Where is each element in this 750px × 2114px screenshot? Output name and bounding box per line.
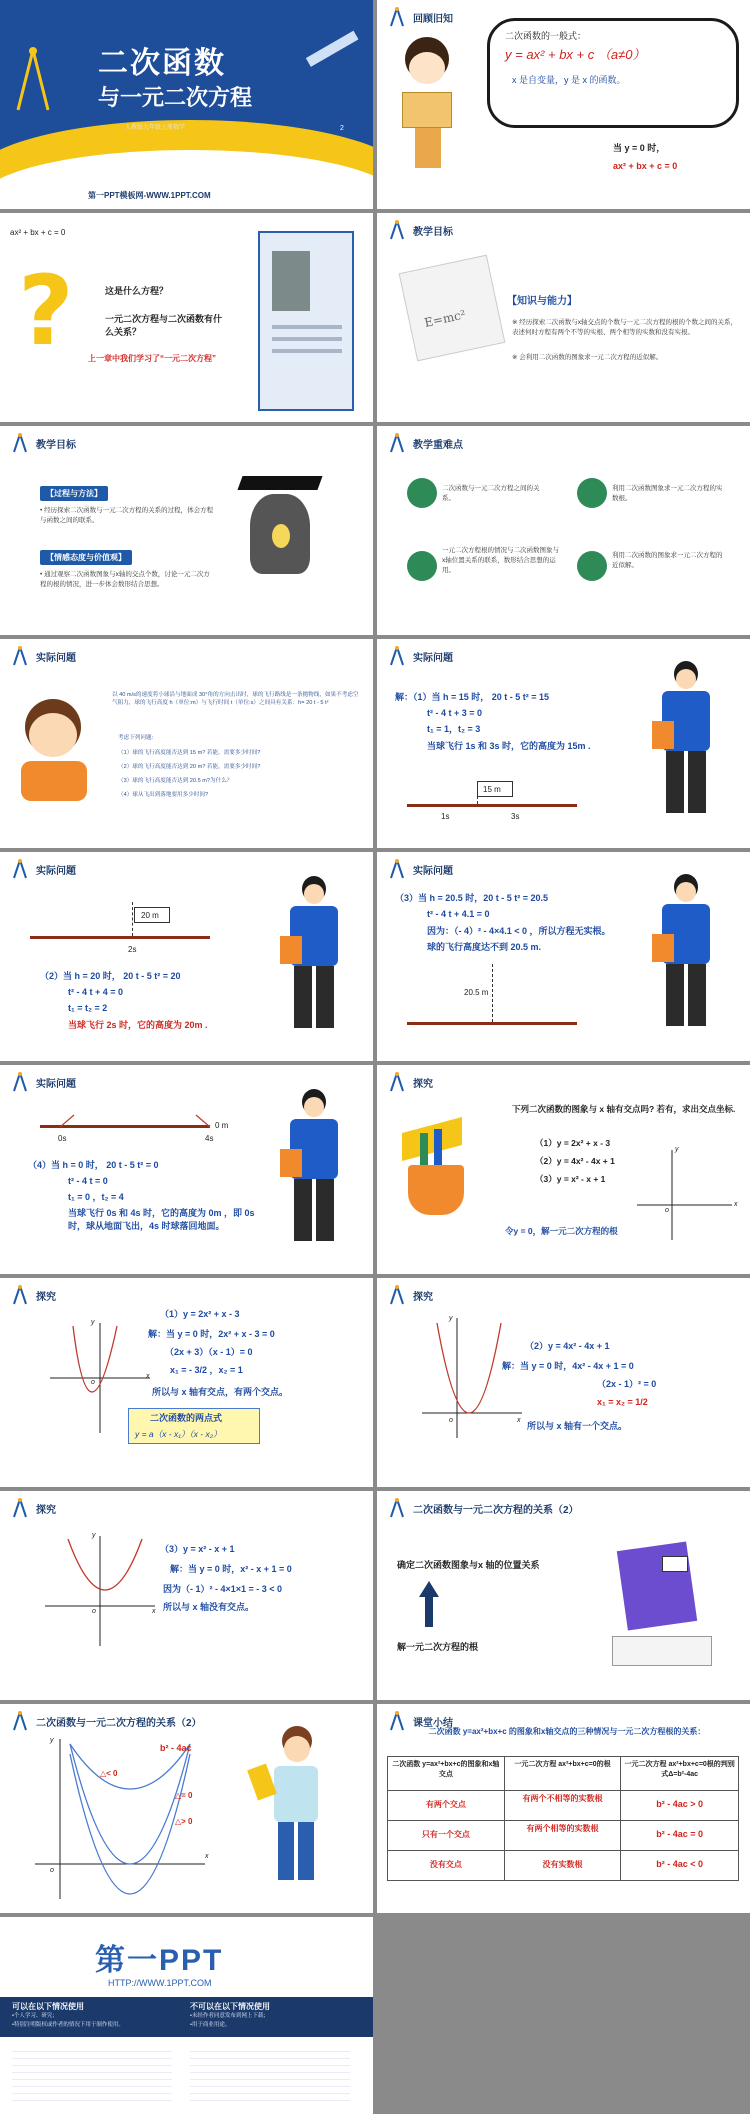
ground-line xyxy=(407,1022,577,1025)
header-title: 教学重难点 xyxy=(413,439,463,451)
solution-line-4: 所以与 x 轴有交点，有两个交点。 xyxy=(152,1387,289,1397)
time-label-b: 3s xyxy=(511,812,520,821)
table-header: 二次函数 y=ax²+bx+c的图象和x轴交点 xyxy=(388,1757,505,1791)
solution-line-4: 所以与 x 轴有一个交点。 xyxy=(527,1421,628,1431)
goal-bullet-process: • 经历探索二次函数与一元二次方程的关系的过程，体会方程与函数之间的联系。 xyxy=(40,507,214,524)
slide-review[interactable] xyxy=(377,0,750,209)
table-cell: 有两个交点 xyxy=(388,1791,505,1821)
solution-line-4: 当球飞行 2s 时，它的高度为 20m . xyxy=(68,1020,208,1030)
solution-line-4: 当球飞行 0s 和 4s 时，它的高度为 0m ，即 0s时，球从地面飞出，4s 时球落回地面。 xyxy=(68,1208,255,1232)
compass-logo-icon xyxy=(387,1284,407,1306)
relation-bottom-text: 解一元二次方程的根 xyxy=(397,1642,479,1652)
key-item-3: 一元二次方程根的情况与二次函数图象与x轴位置关系的联系，数形结合思想的运用。 xyxy=(442,547,559,574)
function-3: （3）y = x² - x + 1 xyxy=(535,1174,606,1184)
discriminant-positive: △> 0 xyxy=(175,1817,193,1826)
time-label-a: 0s xyxy=(58,1134,67,1143)
two-point-form-title: 二次函数的两点式 xyxy=(150,1413,223,1423)
compass-logo-icon xyxy=(10,432,30,454)
solution-line-1: 解：当 y = 0 时，4x² - 4x + 1 = 0 xyxy=(502,1361,634,1371)
header-title: 探究 xyxy=(36,1504,56,1516)
problem-q2: （2）球的飞行高度能否达到 20 m? 若能，需要多少时间? xyxy=(118,764,261,770)
globe-icon xyxy=(407,551,437,581)
question-1: 这是什么方程？ xyxy=(105,286,169,296)
header-title: 回顾旧知 xyxy=(413,13,453,25)
compass-logo-icon xyxy=(10,1710,30,1732)
cannot-use-2: •用于商业用途。 xyxy=(190,2022,231,2028)
function-2: （2）y = 4x² - 4x + 1 xyxy=(535,1156,615,1166)
compass-logo-icon xyxy=(10,858,30,880)
axis-y-label: y xyxy=(50,1737,54,1744)
slide-relation-1[interactable] xyxy=(377,1491,750,1700)
solution-line-2: （2x - 1）² = 0 xyxy=(597,1379,657,1389)
compass-logo-icon xyxy=(10,1284,30,1306)
slide-explore-4[interactable] xyxy=(0,1491,373,1700)
problem-consider: 考虑下列问题: xyxy=(118,735,154,741)
compass-icon xyxy=(8,45,58,115)
teacher-illustration xyxy=(280,1089,350,1249)
cover-site: 第一PPT模板网-WWW.1PPT.COM xyxy=(88,191,211,200)
parabola-graph xyxy=(417,1313,527,1443)
header-title: 实际问题 xyxy=(413,865,453,877)
general-formula: y = ax² + bx + c （a≠0） xyxy=(505,47,646,62)
header-title: 探究 xyxy=(413,1291,433,1303)
table-cell: b² - 4ac < 0 xyxy=(656,1859,704,1869)
slide-header xyxy=(387,219,453,241)
globe-icon xyxy=(577,478,607,508)
thinking-boy-illustration xyxy=(15,689,95,809)
explore-question: 下列二次函数的图象与 x 轴有交点吗? 若有，求出交点坐标. xyxy=(512,1104,736,1114)
solution-line-1: 解：当 y = 0 时，2x² + x - 3 = 0 xyxy=(148,1329,275,1339)
when-y-zero: 当 y = 0 时， xyxy=(613,143,666,153)
solution-line-4: 球的飞行高度达不到 20.5 m. xyxy=(427,942,542,952)
slide-header xyxy=(387,1497,579,1519)
cover-title-1: 二次函数 xyxy=(98,47,226,80)
compass-logo-icon xyxy=(387,858,407,880)
header-title: 课堂小结 xyxy=(413,1717,453,1729)
slide-practical-3[interactable] xyxy=(0,852,373,1061)
summary-title: 二次函数 y=ax²+bx+c 的图象和x轴交点的三种情况与一元二次方程根的关系： xyxy=(428,1727,706,1736)
book-stack-illustration xyxy=(612,1536,722,1676)
time-label-a: 1s xyxy=(441,812,450,821)
height-label: 20.5 m xyxy=(464,988,489,997)
can-use-1: •个人学习、研究； xyxy=(12,2013,58,2019)
slide-goal-2[interactable] xyxy=(0,426,373,635)
function-1: （1）y = 2x² + x - 3 xyxy=(535,1138,611,1148)
function-label: （2）y = 4x² - 4x + 1 xyxy=(525,1341,610,1351)
axis-origin-label: o xyxy=(665,1207,669,1214)
compass-logo-icon xyxy=(10,1071,30,1093)
problem-q4: （4）球从飞出到落地要用多少时间? xyxy=(118,792,209,798)
slide-summary[interactable] xyxy=(377,1704,750,1913)
slide-practical-5[interactable] xyxy=(0,1065,373,1274)
slide-goal-1[interactable] xyxy=(377,213,750,422)
header-title: 二次函数与一元二次方程的关系（2） xyxy=(36,1717,202,1729)
slide-key-points[interactable] xyxy=(377,426,750,635)
footer-url[interactable]: HTTP://WWW.1PPT.COM xyxy=(108,1978,212,1988)
slide-header xyxy=(10,1284,56,1306)
solution-line-2: t² - 4 t = 0 xyxy=(68,1176,108,1186)
solution-line-2: 因为（- 1）² - 4×1×1 = - 3 < 0 xyxy=(163,1584,283,1594)
slide-header xyxy=(387,858,453,880)
axis-y-label: y xyxy=(91,1319,95,1326)
header-title: 实际问题 xyxy=(36,1078,76,1090)
cannot-use-title: 不可以在以下情况使用 xyxy=(190,2002,270,2011)
function-label: （3）y = x² - x + 1 xyxy=(160,1544,235,1554)
goal-bullet-2: ※ 会利用二次函数的图象求一元二次方程的近似解。 xyxy=(512,354,663,361)
solution-line-3: t₁ = 1，t₂ = 3 xyxy=(427,724,481,734)
header-title: 实际问题 xyxy=(413,652,453,664)
axis-x-label: x xyxy=(152,1608,156,1615)
slide-header xyxy=(10,1710,202,1732)
problem-text: 以 40 m/s的速度将小球沿与地面成 30°角的方向击出时，球的飞行路线是一条抛物线，如果不考虑空气阻力，球的飞行高度 h（单位:m）与飞行时间 t（单位:s）之间具有关系：h= 20 t - 5 t² xyxy=(112,692,359,707)
globe-icon xyxy=(407,478,437,508)
slide-header xyxy=(387,1071,433,1093)
equation-zero: ax² + bx + c = 0 xyxy=(613,161,678,171)
graduation-head-illustration xyxy=(232,476,322,586)
summary-table xyxy=(387,1756,739,1881)
header-title: 实际问题 xyxy=(36,865,76,877)
axis-x-label: x xyxy=(734,1201,738,1208)
compass-logo-icon xyxy=(387,1071,407,1093)
function-label: （1）y = 2x² + x - 3 xyxy=(160,1309,240,1319)
solution-line-1: （2）当 h = 20 时， 20 t - 5 t² = 20 xyxy=(40,971,181,981)
slide-header xyxy=(10,432,76,454)
solution-line-2: （2x + 3）（x - 1）= 0 xyxy=(165,1347,253,1357)
axis-origin-label: o xyxy=(91,1379,95,1386)
header-title: 探究 xyxy=(36,1291,56,1303)
header-title: 探究 xyxy=(413,1078,433,1090)
solution-line-3: x₁ = x₂ = 1/2 xyxy=(597,1397,648,1407)
slide-explore-3[interactable] xyxy=(377,1278,750,1487)
table-cell: 只有一个交点 xyxy=(388,1821,505,1851)
slide-header xyxy=(387,432,463,454)
footer-link-list-right[interactable] xyxy=(190,2045,350,2105)
solution-line-3: x₁ = - 3/2 ，x₂ = 1 xyxy=(170,1365,243,1375)
compass-logo-icon xyxy=(387,219,407,241)
girl-with-book-illustration xyxy=(387,32,467,172)
time-label: 2s xyxy=(128,945,137,954)
slide-footer[interactable] xyxy=(0,1917,373,2114)
compass-logo-icon xyxy=(387,6,407,28)
solution-line-2: t² - 4 t + 4.1 = 0 xyxy=(427,909,490,919)
relation-top-text: 确定二次函数图象与x 轴的位置关系 xyxy=(397,1560,540,1570)
hint-text: 令y = 0，解一元二次方程的根 xyxy=(505,1226,618,1236)
cover-page-number: 2 xyxy=(340,125,344,132)
axis-y-label: y xyxy=(92,1532,96,1539)
tag-emotion: 【情感态度与价值观】 xyxy=(40,550,132,565)
ruler-icon xyxy=(300,20,360,80)
can-use-2: •特别注明版权或作者的情况下用于制作使用。 xyxy=(12,2022,124,2028)
slide-practical-2[interactable] xyxy=(377,639,750,848)
ground-line xyxy=(30,936,210,939)
height-label: 15 m xyxy=(483,785,501,794)
two-point-form-formula: y = a（x - x₁）（x - x₂） xyxy=(135,1429,222,1439)
axis-y-label: y xyxy=(675,1146,679,1153)
slide-header xyxy=(387,6,453,28)
slide-relation-2[interactable] xyxy=(0,1704,373,1913)
notepad-emc2-illustration: E=mc² xyxy=(399,255,506,362)
header-title: 实际问题 xyxy=(36,652,76,664)
slide-explore-1[interactable] xyxy=(377,1065,750,1274)
slide-cover[interactable] xyxy=(0,0,373,209)
footer-logo: 第一PPT xyxy=(95,1944,224,1977)
table-cell: 有两个相等的实数根 xyxy=(505,1821,622,1851)
compass-logo-icon xyxy=(387,1710,407,1732)
cover-title-2: 与一元二次方程 xyxy=(98,85,253,110)
compass-logo-icon xyxy=(10,1497,30,1519)
equation-label: ax² + bx + c = 0 xyxy=(10,228,66,237)
solution-line-3: t₁ = t₂ = 2 xyxy=(68,1003,108,1013)
solution-line-2: t² - 4 t + 3 = 0 xyxy=(427,708,483,718)
discriminant-label: b² - 4ac xyxy=(160,1743,192,1753)
height-label: 0 m xyxy=(215,1121,229,1130)
globe-icon xyxy=(577,551,607,581)
footer-link-list-left[interactable] xyxy=(12,2045,172,2105)
axis-x-label: x xyxy=(205,1853,209,1860)
solution-line-4: 当球飞行 1s 和 3s 时，它的高度为 15m . xyxy=(427,741,591,751)
goal-bullet-emotion: • 通过观察二次函数图象与x轴的交点个数，讨论一元二次方程的根的情况，进一步体会数形结合思想。 xyxy=(40,571,210,588)
key-item-2: 利用二次函数图象求一元二次方程的实数根。 xyxy=(612,485,723,502)
pencil-cup-illustration xyxy=(402,1125,472,1215)
key-item-1: 二次函数与一元二次方程之间的关系。 xyxy=(442,485,540,502)
boy-with-ruler-illustration xyxy=(260,1726,330,1886)
goal-bullet-1: ※ 经历探索二次函数与x轴交点的个数与一元二次方程的根的个数之间的关系，表述何时方程有两个不等的实根、两个相等的实数和没有实根。 xyxy=(512,319,738,336)
teacher-illustration xyxy=(652,661,722,821)
cannot-use-1: •未经作者同意发布到网上下载； xyxy=(190,2013,269,2019)
compass-logo-icon xyxy=(387,432,407,454)
compass-logo-icon xyxy=(387,1497,407,1519)
question-2: 一元二次方程与二次函数有什么关系？ xyxy=(105,314,223,338)
compass-logo-icon xyxy=(387,645,407,667)
solution-line-1: 解：当 y = 0 时，x² - x + 1 = 0 xyxy=(170,1564,292,1574)
coordinate-axes xyxy=(632,1145,742,1245)
problem-q3: （3）球的飞行高度能否达到 20.5 m?为什么？ xyxy=(118,778,233,784)
parabola-graph xyxy=(40,1531,160,1651)
time-label-b: 4s xyxy=(205,1134,214,1143)
height-label: 20 m xyxy=(141,911,159,920)
header-title: 二次函数与一元二次方程的关系（2） xyxy=(413,1504,579,1516)
table-cell: 没有实数根 xyxy=(505,1851,622,1881)
question-mark-icon: ? xyxy=(18,255,74,367)
table-cell: 没有交点 xyxy=(388,1851,505,1881)
solution-line-2: t² - 4 t + 4 = 0 xyxy=(68,987,124,997)
discriminant-zero: △= 0 xyxy=(175,1791,193,1800)
solution-line-1: （4）当 h = 0 时， 20 t - 5 t² = 0 xyxy=(28,1160,159,1170)
solution-line-1: 解：（1）当 h = 15 时， 20 t - 5 t² = 15 xyxy=(395,692,550,702)
slide-question[interactable] xyxy=(0,213,373,422)
axis-x-label: x xyxy=(517,1417,521,1424)
solution-line-3: t₁ = 0 ，t₂ = 4 xyxy=(68,1192,124,1202)
can-use-title: 可以在以下情况使用 xyxy=(12,2002,84,2011)
variable-note: x 是自变量，y 是 x 的函数。 xyxy=(512,75,626,85)
slide-header xyxy=(10,645,76,667)
slide-header xyxy=(387,1284,433,1306)
axis-origin-label: o xyxy=(92,1608,96,1615)
key-item-4: 利用二次函数的图象求一元二次方程的近似解。 xyxy=(612,552,723,569)
axis-origin-label: o xyxy=(50,1867,54,1874)
arrow-icon xyxy=(60,1107,220,1129)
table-cell: b² - 4ac > 0 xyxy=(621,1791,738,1821)
slide-header xyxy=(387,645,453,667)
slide-header xyxy=(10,1497,56,1519)
height-marker xyxy=(132,902,133,936)
header-title: 教学目标 xyxy=(36,439,76,451)
slide-explore-2[interactable] xyxy=(0,1278,373,1487)
axis-y-label: y xyxy=(449,1315,453,1322)
cover-subtitle: 人教版九年级上册数学 xyxy=(125,125,186,131)
header-title: 教学目标 xyxy=(413,226,453,238)
compass-logo-icon xyxy=(10,645,30,667)
table-header: 一元二次方程 ax²+bx+c=0的根 xyxy=(505,1757,622,1791)
up-arrow-icon xyxy=(417,1579,441,1629)
table-cell: 有两个不相等的实数根 xyxy=(505,1791,622,1821)
table-header: 一元二次方程 ax²+bx+c=0根的判别式Δ=b²-4ac xyxy=(621,1757,738,1791)
discriminant-negative: △< 0 xyxy=(100,1769,118,1778)
textbook-page-image xyxy=(258,231,354,411)
tag-process: 【过程与方法】 xyxy=(40,486,108,501)
solution-line-3: 因为：（- 4）² - 4×4.1 < 0 ，所以方程无实根。 xyxy=(427,926,611,936)
axis-x-label: x xyxy=(146,1373,150,1380)
slide-practical-4[interactable] xyxy=(377,852,750,1061)
slide-practical-1[interactable] xyxy=(0,639,373,848)
teacher-illustration xyxy=(280,876,350,1036)
height-marker xyxy=(492,964,493,1022)
teacher-illustration xyxy=(652,874,722,1034)
general-label: 二次函数的一般式： xyxy=(505,31,587,41)
question-3: 上一章中我们学习了“一元二次方程” xyxy=(88,354,216,363)
axis-origin-label: o xyxy=(449,1417,453,1424)
ground-line xyxy=(407,804,577,807)
solution-line-3: 所以与 x 轴没有交点。 xyxy=(163,1602,255,1612)
slide-header xyxy=(10,1071,76,1093)
tag-knowledge: 【知识与能力】 xyxy=(507,296,577,307)
table-cell: b² - 4ac = 0 xyxy=(621,1821,738,1851)
slide-header xyxy=(10,858,76,880)
problem-q1: （1）球的飞行高度能否达到 15 m? 若能，需要多少时间? xyxy=(118,750,261,756)
solution-line-1: （3）当 h = 20.5 时，20 t - 5 t² = 20.5 xyxy=(395,893,549,903)
